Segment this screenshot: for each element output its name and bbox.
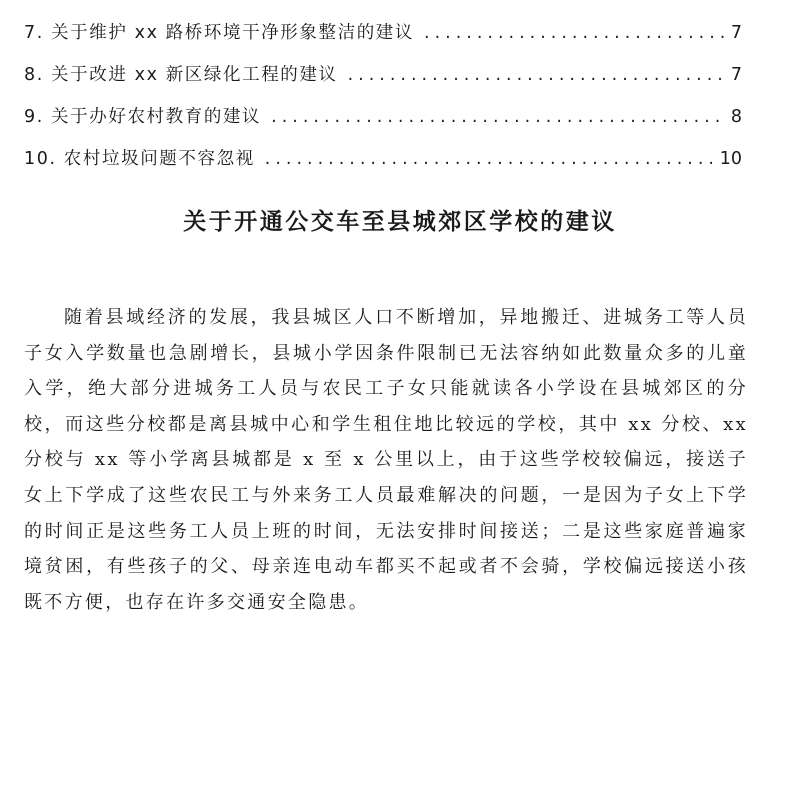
toc-entry-page: 7 [730,23,742,43]
toc-entry-title: 8. 关于改进 xx 新区绿化工程的建议 [24,65,338,85]
toc-leader-dots [348,54,724,96]
table-of-contents [24,12,742,180]
document-body-paragraph: 随着县域经济的发展，我县城区人口不断增加，异地搬迁、进城务工等人员子女入学数量也急剧增长，县城小学因条件限制已无法容纳如此数量众多的儿童入学，绝大部分进城务工人员与农民工子女只能就读各小学设在县城郊区的分校，而这些分校都是离县城中心和学生租住地比较远的学校，其中 xx 分校、xx 分校与 xx 等小学离县城都是 x 至 x 公里以上，由于这些学校较偏远，接送子女上下学成了这些农民工与外来务工人员最难解决的问题，一是因为子女上下学的时间正是这些务工人员上班的时间，无法安排时间接送；二是这些家庭普遍家境贫困，有些孩子的父、母亲连电动车都买不起或者不会骑，学校偏远接送小孩既不方便，也存在许多交通安全隐患。 [24,307,748,613]
toc-entry-page: 7 [730,65,742,85]
toc-entry[interactable] [24,12,742,54]
toc-entry-page: 8 [730,107,742,127]
document-title: 关于开通公交车至县城郊区学校的建议 [183,208,617,235]
toc-entry-title: 9. 关于办好农村教育的建议 [24,107,262,127]
toc-entry-page: 10 [719,149,742,169]
toc-entry-title: 7. 关于维护 xx 路桥环境干净形象整洁的建议 [24,23,414,43]
toc-entry[interactable] [24,54,742,96]
toc-entry[interactable] [24,96,742,138]
toc-entry-title: 10. 农村垃圾问题不容忽视 [24,149,255,169]
toc-entry[interactable] [24,138,742,180]
toc-leader-dots [265,138,714,180]
toc-leader-dots [424,12,724,54]
toc-leader-dots [271,96,724,138]
